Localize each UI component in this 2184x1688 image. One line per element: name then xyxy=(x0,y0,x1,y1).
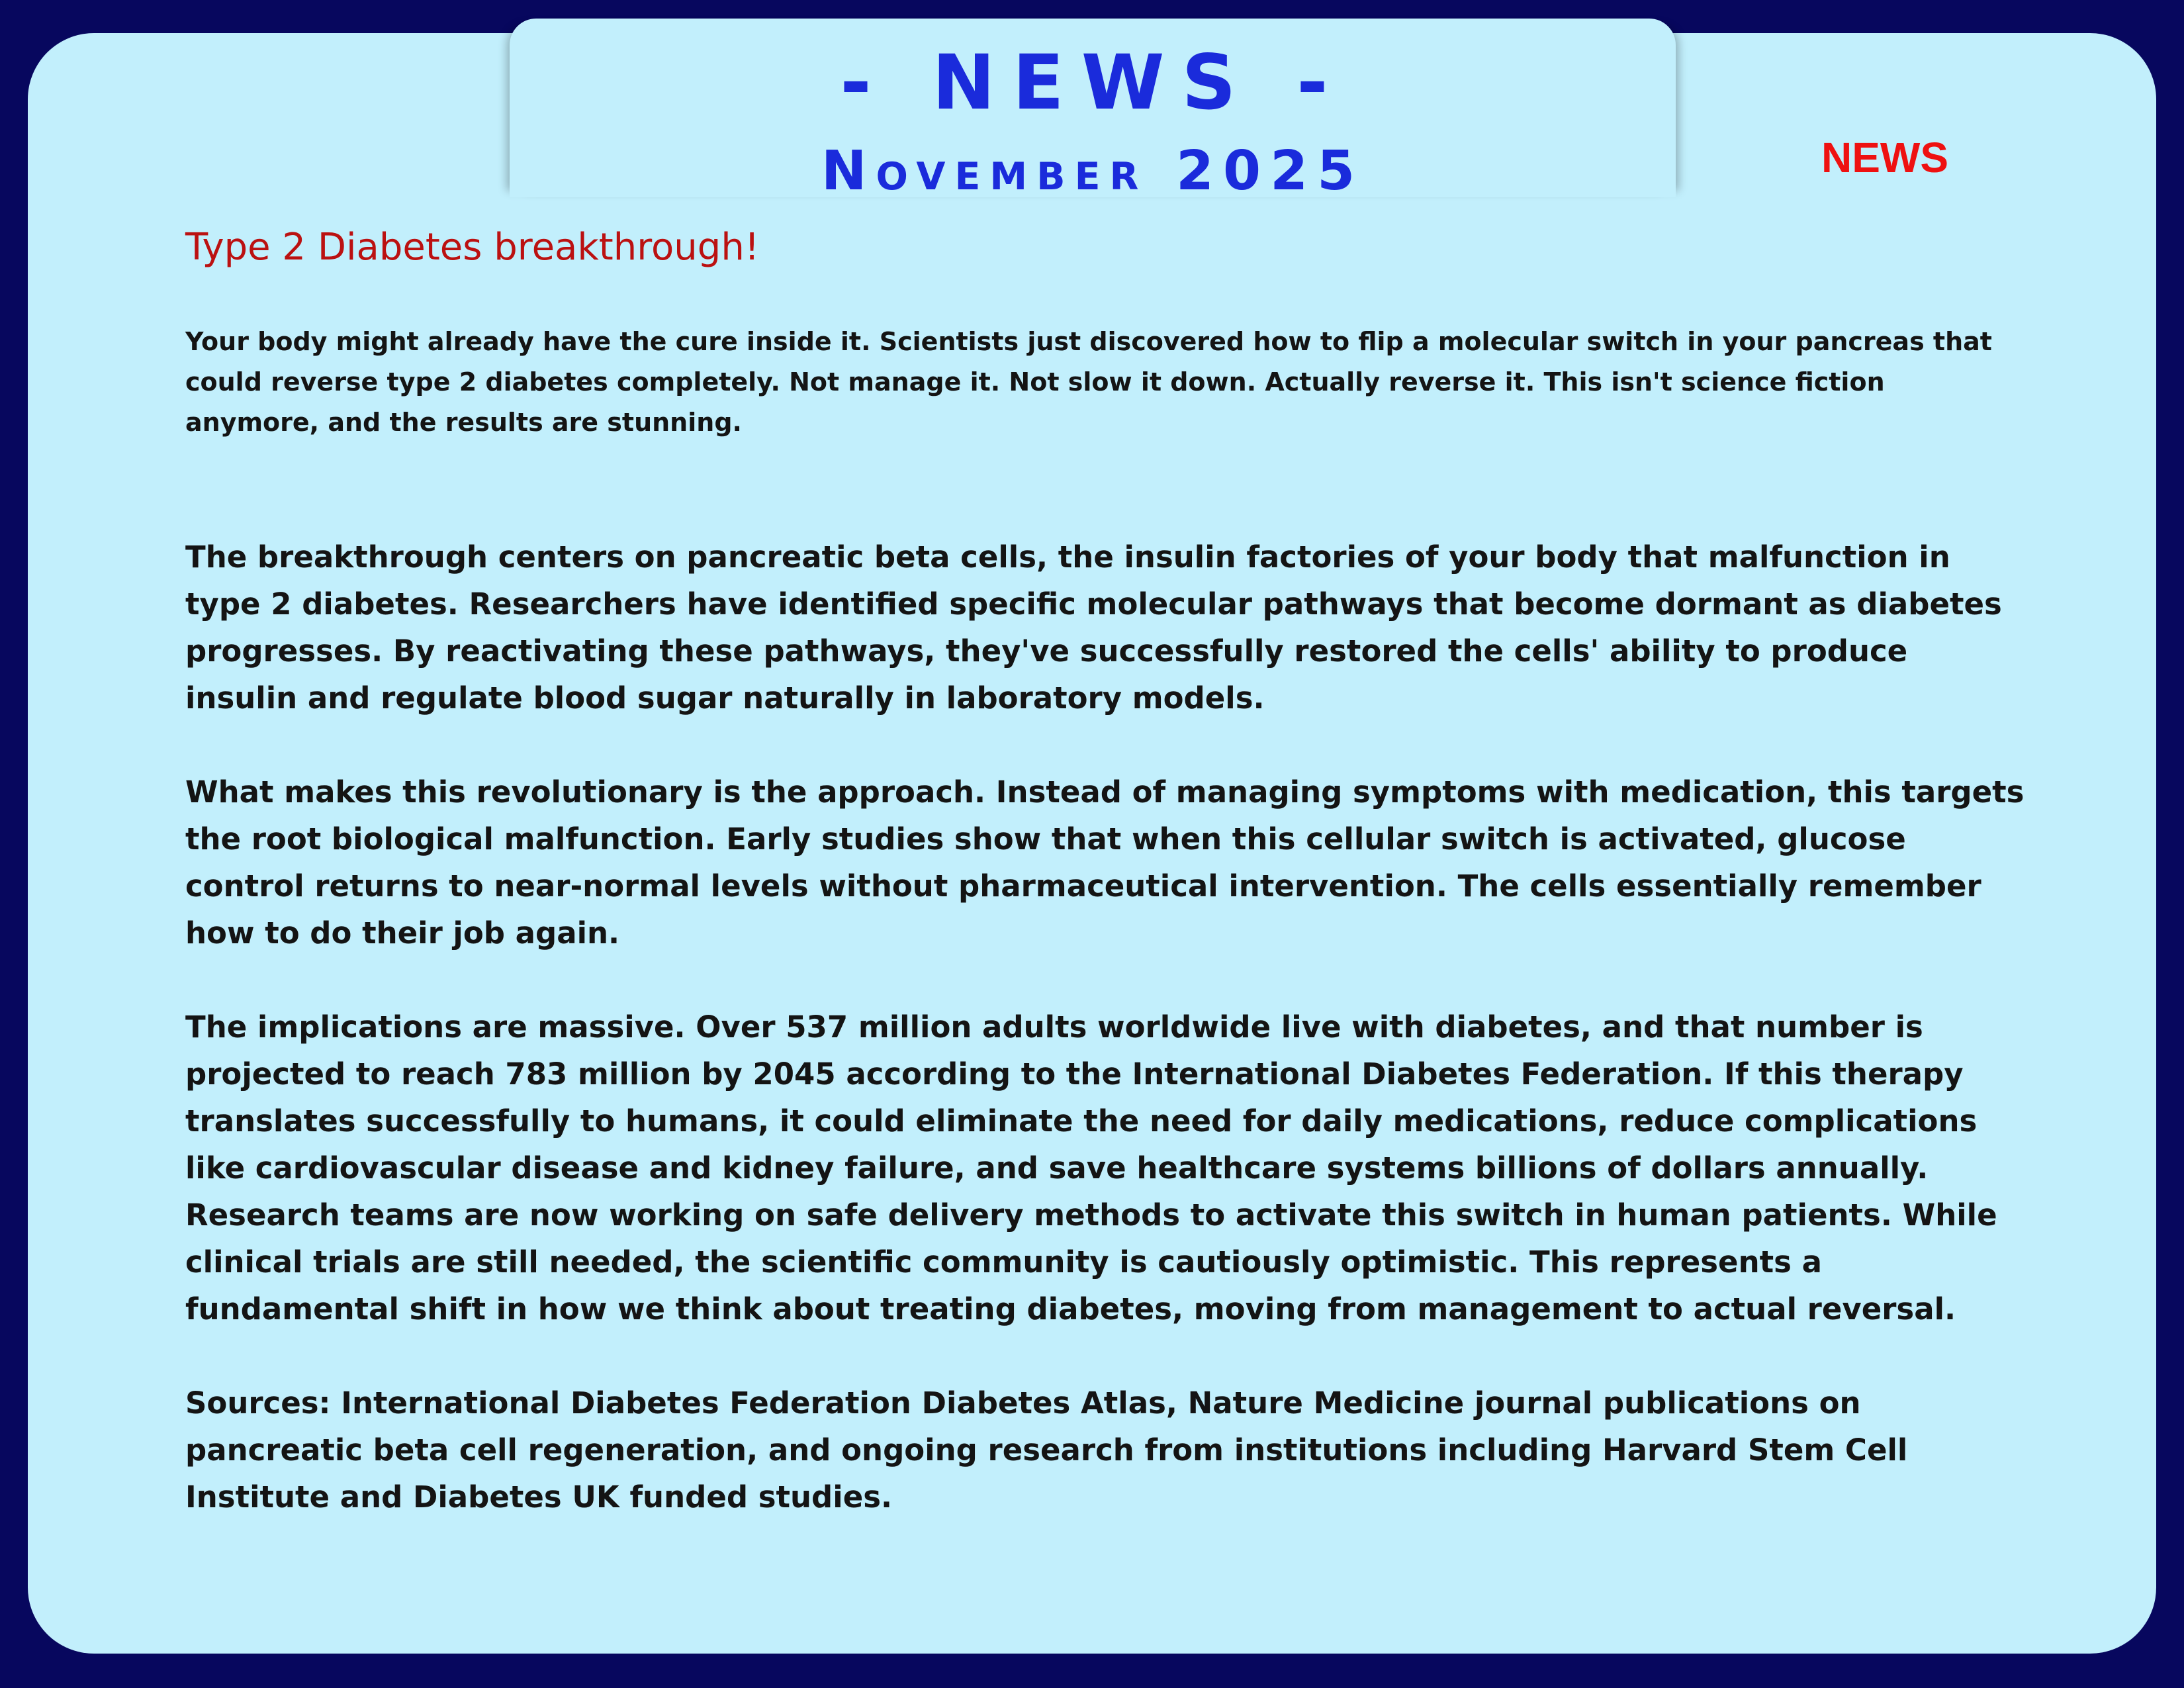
article-headline: Type 2 Diabetes breakthrough! xyxy=(185,226,760,269)
page-title: - NEWS - xyxy=(840,38,1345,126)
article-paragraph: What makes this revolutionary is the approach. Instead of managing symptoms with medication, this targets the root biological malfunction. Early studies show that when this cellular switch is activated, glucose control returns to near-normal levels without pharmaceutical intervention. The cells essentially remember how to do their job again. xyxy=(185,774,2025,951)
article-paragraph: Research teams are now working on safe delivery methods to activate this switch in human patients. While clinical trials are still needed, the scientific community is cautiously optimistic. This represents a fundamental shift in how we think about treating diabetes, moving from management to actual reversal. xyxy=(185,1197,1997,1327)
article-sources: Sources: International Diabetes Federation Diabetes Atlas, Nature Medicine journal publications on pancreatic beta cell regeneration, and ongoing research from institutions including Harvard Stem Cell Institute and Diabetes UK funded studies. xyxy=(185,1385,1908,1515)
article-paragraph: The implications are massive. Over 537 million adults worldwide live with diabetes, and that number is projected to reach 783 million by 2045 according to the International Diabetes Federation. If this therapy translates successfully to humans, it could eliminate the need for daily medications, reduce complications like cardiovascular disease and kidney failure, and save healthcare systems billions of dollars annually. xyxy=(185,1009,1978,1186)
article-body xyxy=(185,534,2025,1521)
news-label: NEWS xyxy=(1821,134,1948,181)
issue-date: November 2025 xyxy=(821,140,1365,203)
article-paragraph: The breakthrough centers on pancreatic beta cells, the insulin factories of your body that malfunction in type 2 diabetes. Researchers have identified specific molecular pathways that become dormant as diabetes progresses. By reactivating these pathways, they've successfully restored the cells' ability to produce insulin and regulate blood sugar naturally in laboratory models. xyxy=(185,539,2002,716)
header-tab xyxy=(510,19,1676,203)
article-intro: Your body might already have the cure inside it. Scientists just discovered how to flip a molecular switch in your pancreas that could reverse type 2 diabetes completely. Not manage it. Not slow it down. Actually reverse it. This isn't science fiction anymore, and the results are stunning. xyxy=(185,327,1992,437)
